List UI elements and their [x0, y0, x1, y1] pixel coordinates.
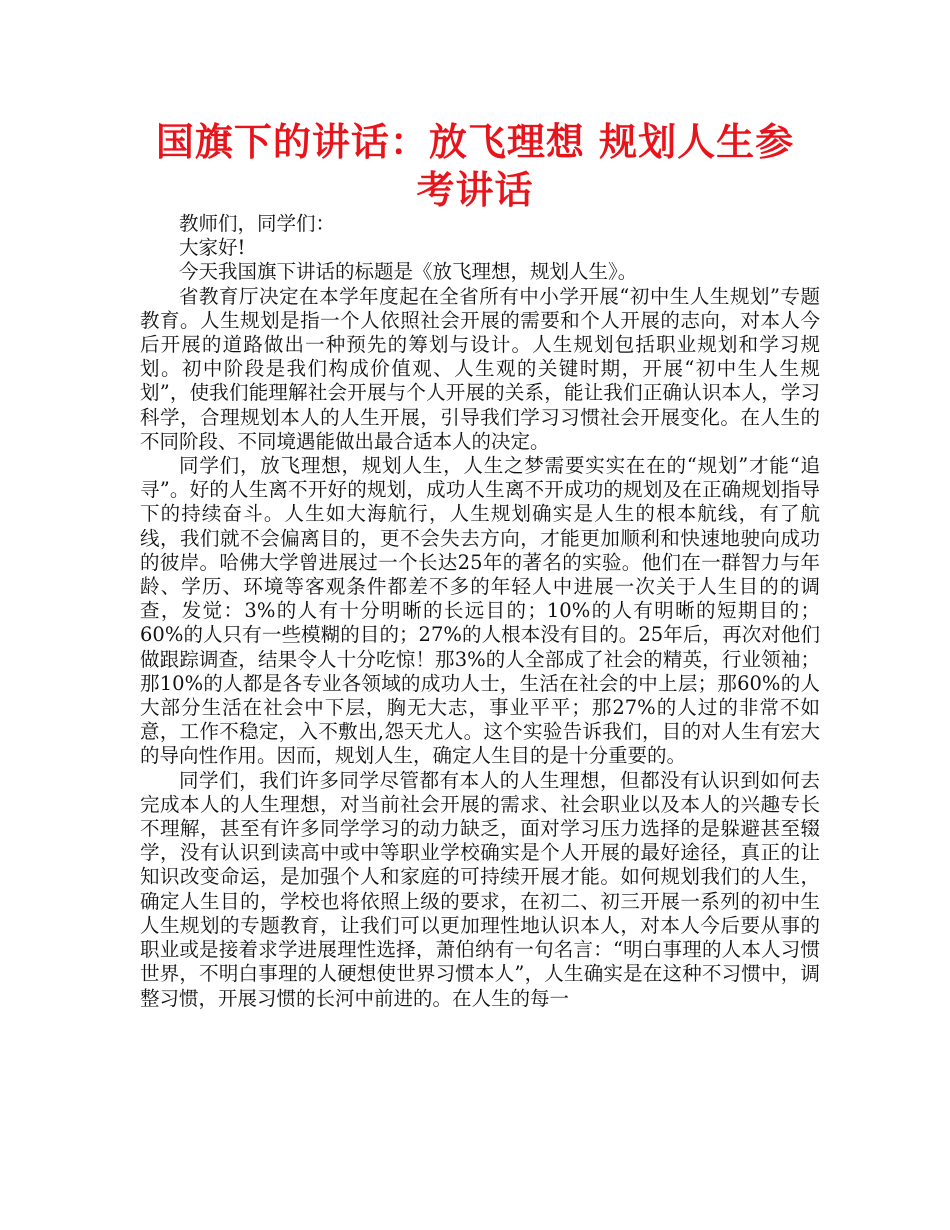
paragraph-topic: 今天我国旗下讲话的标题是《放飞理想，规划人生》。	[179, 260, 638, 284]
paragraph-life-planning: 同学们，我们许多同学尽管都有本人的人生理想，但都没有认识到如何去完成本人的人生理想，对当前社会开展的需求、社会职业以及本人的兴趣专长不理解，甚至有许多同学学习的动力缺乏，面对学习压力选择的是躲避甚至辍学，没有认识到读高中或中等职业学校确实是个人开展的最好途径，真正的让知识改变命运，是加强个人和家庭的可持续开展才能。如何规划我们的人生，确定人生目的，学校也将依照上级的要求，在初二、初三开展一系列的初中生人生规划的专题教育，让我们可以更加理性地认识本人，对本人今后要从事的职业或是接着求学进展理性选择，萧伯纳有一句名言：“明白事理的人本人习惯世界，不明白事理的人硬想使世界习惯本人”，人生确实是在这种不习惯中，调整习惯，开展习惯的长河中前进的。在人生的每一	[140, 768, 820, 1010]
paragraph-education-dept: 省教育厅决定在本学年度起在全省所有中小学开展“初中生人生规划”专题教育。人生规划是指一个人依照社会开展的需要和个人开展的志向，对本人今后开展的道路做出一种预先的筹划与设计。人生规划包括职业规划和学习规划。初中阶段是我们构成价值观、人生观的关键时期，开展“初中生人生规划”，使我们能理解社会开展与个人开展的关系，能让我们正确认识本人，学习科学，合理规划本人的人生开展，引导我们学习习惯社会开展变化。在人生的不同阶段、不同境遇能做出最合适本人的决定。	[140, 284, 820, 453]
document-title: 国旗下的讲话：放飞理想 规划人生参考讲话	[155, 120, 795, 212]
paragraph-greeting: 教师们，同学们：	[179, 212, 336, 235]
paragraph-hello: 大家好!	[179, 236, 246, 260]
paragraph-harvard-experiment: 同学们，放飞理想，规划人生，人生之梦需要实实在在的“规划”才能“追寻”。好的人生离不开好的规划，成功人生离不开成功的规划及在正确规划指导下的持续奋斗。人生如大海航行，人生规划确实是人生的根本航线，有了航线，我们就不会偏离目的，更不会失去方向，才能更加顺利和快速地驶向成功的彼岸。哈佛大学曾进展过一个长达25年的著名的实验。他们在一群智力与年龄、学历、环境等客观条件都差不多的年轻人中进展一次关于人生目的的调查，发觉：3%的人有十分明晰的长远目的；10%的人有明晰的短期目的；60%的人只有一些模糊的目的；27%的人根本没有目的。25年后，再次对他们做跟踪调查，结果令人十分吃惊！那3%的人全部成了社会的精英，行业领袖；那10%的人都是各专业各领域的成功人士，生活在社会的中上层；那60%的人大部分生活在社会中下层，胸无大志，事业平平；那27%的人过的非常不如意，工作不稳定，入不敷出,怨天尤人。这个实验告诉我们，目的对人生有宏大的导向性作用。因而，规划人生，确定人生目的是十分重要的。	[140, 454, 820, 768]
document-body	[140, 212, 820, 1011]
